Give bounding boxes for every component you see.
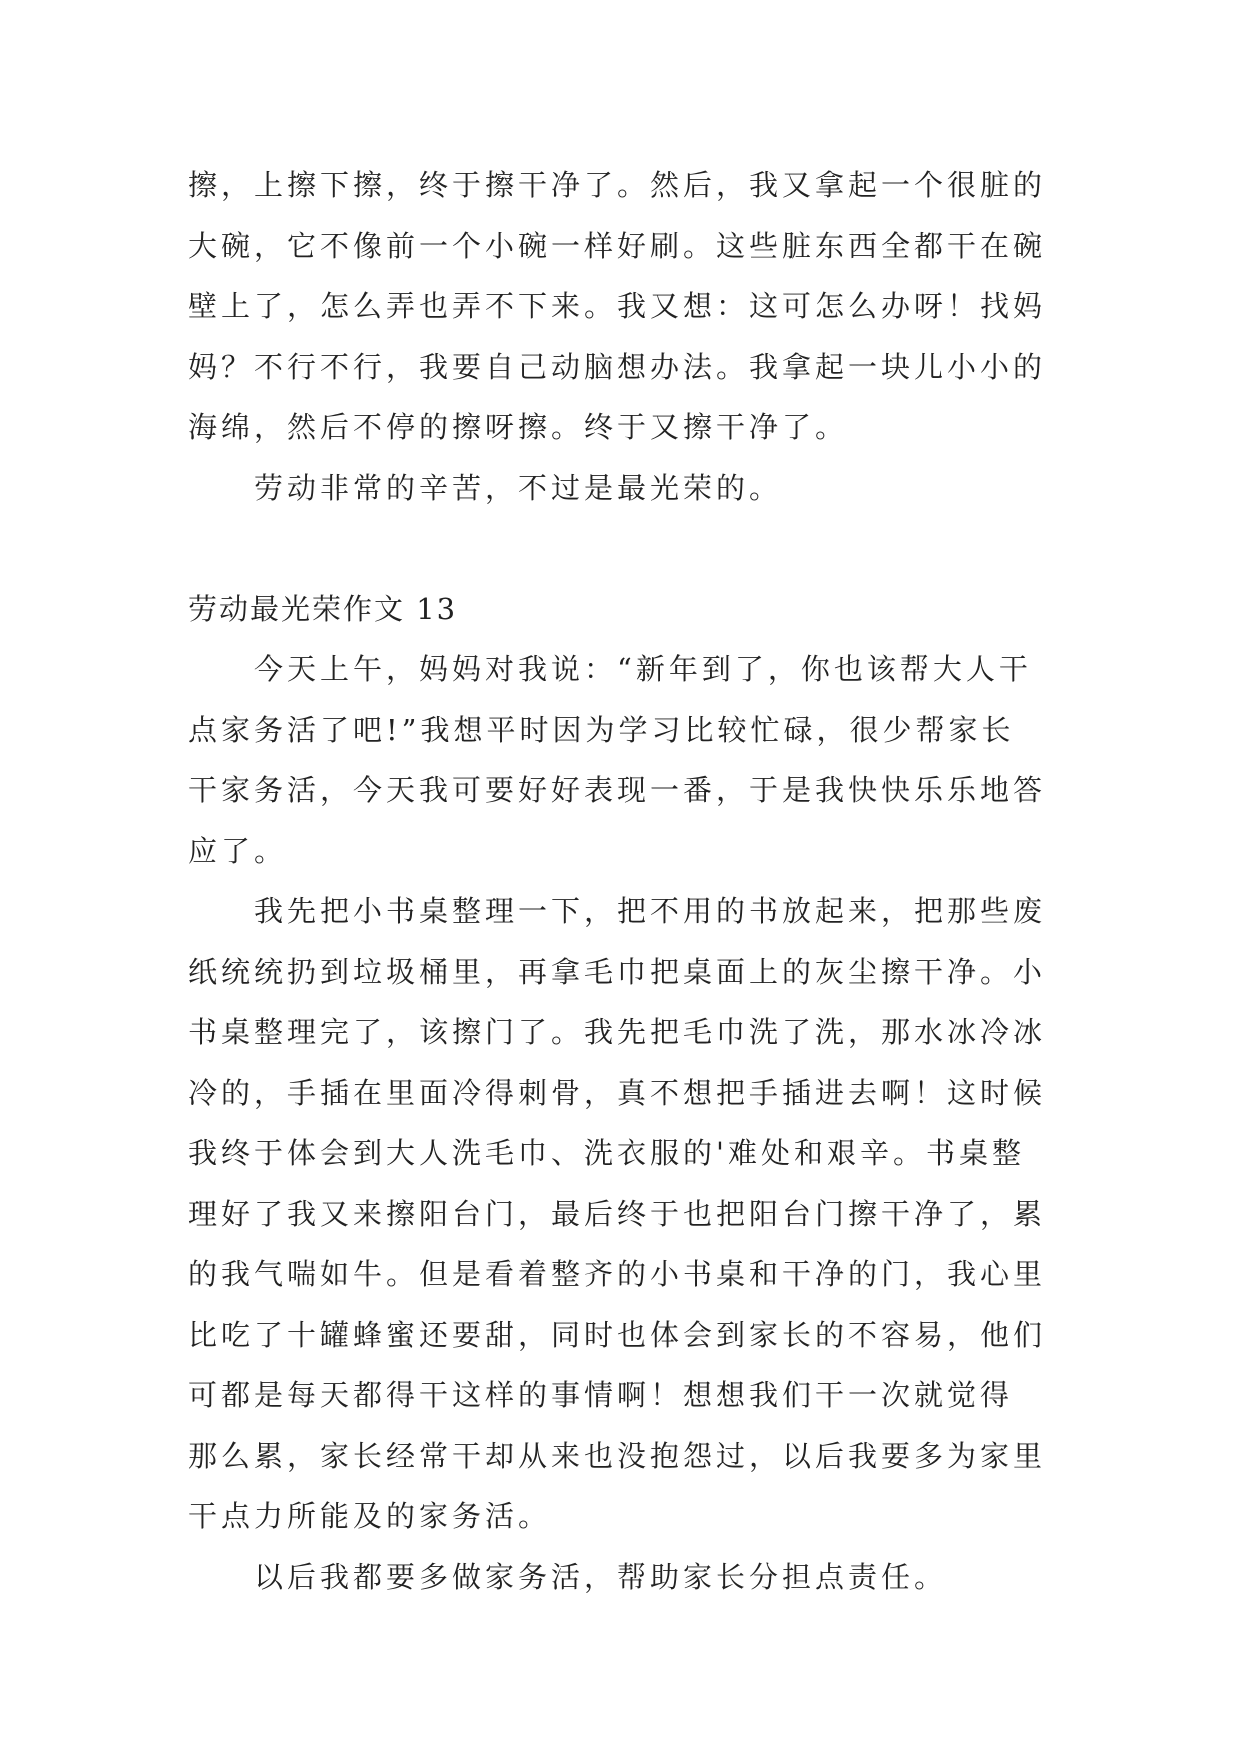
- text-line: 海绵，然后不停的擦呀擦。终于又擦干净了。: [188, 410, 849, 444]
- text-line: 冷的，手插在里面冷得刺骨，真不想把手插进去啊！这时候: [188, 1075, 1047, 1110]
- text-line: 壁上了，怎么弄也弄不下来。我又想：这可怎么办呀！找妈: [188, 289, 1047, 323]
- text-line: 点家务活了吧!”我想平时因为学习比较忙碌，很少帮家长: [188, 712, 1015, 747]
- text-line: 纸统统扔到垃圾桶里，再拿毛巾把桌面上的灰尘擦干净。小: [188, 954, 1047, 989]
- document-body: [188, 155, 1054, 1607]
- text-line: 理好了我又来擦阳台门，最后终于也把阳台门擦干净了，累: [188, 1196, 1047, 1231]
- text-line: 擦，上擦下擦，终于擦干净了。然后，我又拿起一个很脏的: [188, 168, 1047, 202]
- text-line: 妈？不行不行，我要自己动脑想办法。我拿起一块儿小小的: [188, 349, 1047, 384]
- text-line: 今天上午，妈妈对我说：“新年到了，你也该帮大人干: [254, 652, 1032, 686]
- text-line: 的我气喘如牛。但是看着整齐的小书桌和干净的门，我心里: [188, 1257, 1047, 1291]
- text-line: 大碗，它不像前一个小碗一样好刷。这些脏东西全都干在碗: [188, 228, 1047, 263]
- text-line: 我先把小书桌整理一下，把不用的书放起来，把那些废: [254, 894, 1047, 928]
- section-gap: [188, 518, 1054, 579]
- text-line: 以后我都要多做家务活，帮助家长分担点责任。: [254, 1559, 948, 1594]
- text-line: 应了。: [188, 833, 288, 868]
- text-line: 那么累，家长经常干却从来也没抱怨过，以后我要多为家里: [188, 1438, 1047, 1473]
- essay-title: 劳动最光荣作文 13: [188, 591, 458, 626]
- paragraph-closing-line: 劳动非常的辛苦，不过是最光荣的。: [254, 470, 783, 505]
- text-line: 干点力所能及的家务活。: [188, 1499, 552, 1533]
- text-line: 干家务活，今天我可要好好表现一番，于是我快快乐乐地答: [188, 773, 1047, 807]
- text-line: 比吃了十罐蜂蜜还要甜，同时也体会到家长的不容易，他们: [188, 1317, 1047, 1352]
- text-line: 书桌整理完了，该擦门了。我先把毛巾洗了洗，那水冰冷冰: [188, 1015, 1047, 1049]
- text-line: 我终于体会到大人洗毛巾、洗衣服的'难处和艰辛。书桌整: [188, 1136, 1025, 1170]
- text-line: 可都是每天都得干这样的事情啊！想想我们干一次就觉得: [188, 1378, 1014, 1412]
